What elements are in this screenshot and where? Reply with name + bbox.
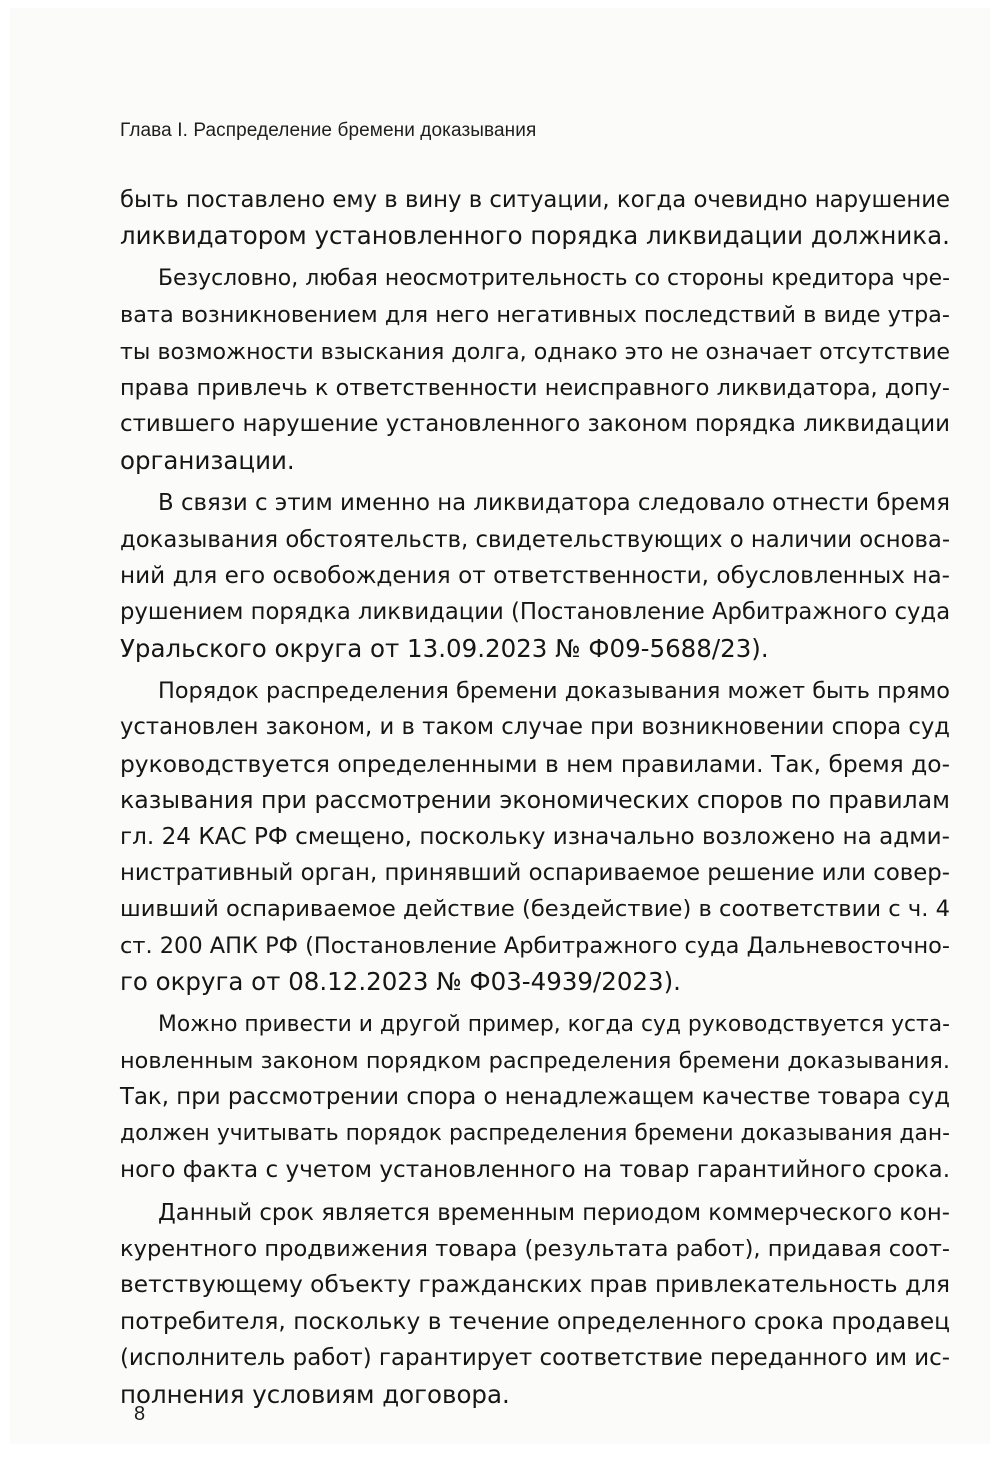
text-line: гл. 24 КАС РФ смещено, поскольку изначально возложено на адми- — [120, 823, 950, 850]
text-line: вата возникновением для него негативных последствий в виде утра- — [120, 302, 950, 329]
paragraph — [120, 182, 950, 255]
text-line: новленным законом порядком распределения бремени доказывания. — [120, 1047, 950, 1074]
text-line: курентного продвижения товара (результата работ), придавая соот- — [120, 1235, 950, 1262]
text-line: полнения условиям договора. — [120, 1379, 510, 1409]
page-number: 8 — [134, 1403, 146, 1425]
body-text — [120, 182, 950, 1413]
text-line: В связи с этим именно на ликвидатора следовало отнести бремя — [158, 490, 950, 517]
running-head: Глава I. Распределение бремени доказывания — [120, 120, 537, 141]
text-line: ликвидатором установленного порядка ликвидации должника. — [120, 221, 950, 251]
text-line: Можно привести и другой пример, когда суд руководствуется уста- — [158, 1011, 950, 1037]
text-line: ветствующему объекту гражданских прав привлекательность для — [120, 1271, 950, 1299]
text-line: права привлечь к ответственности неисправного ликвидатора, допу- — [120, 374, 950, 401]
paragraph — [120, 485, 950, 667]
text-line: ст. 200 АПК РФ (Постановление Арбитражного суда Дальневосточно- — [120, 932, 951, 959]
text-line: руководствуется определенными в нем правилами. Так, бремя до- — [120, 749, 950, 778]
text-line: ного факта с учетом установленного на товар гарантийного срока. — [120, 1157, 951, 1184]
text-line: го округа от 08.12.2023 № Ф03-4939/2023). — [120, 967, 681, 997]
text-line: быть поставлено ему в вину в ситуации, когда очевидно нарушение — [120, 187, 950, 213]
text-line: рушением порядка ликвидации (Постановление Арбитражного суда — [120, 599, 951, 626]
text-line: Так, при рассмотрении спора о ненадлежащем качестве товара суд — [120, 1084, 950, 1111]
paragraph — [120, 673, 950, 1001]
text-line: нистративный орган, принявший оспариваемое решение или совер- — [120, 860, 950, 887]
paragraph — [120, 1007, 950, 1189]
book-page — [10, 8, 990, 1444]
text-line: потребителя, поскольку в течение определенного срока продавец — [120, 1307, 950, 1335]
text-line: Данный срок является временным периодом коммерческого кон- — [158, 1199, 950, 1226]
text-line: ний для его освобождения от ответственности, обусловленных на- — [120, 562, 950, 589]
text-line: казывания при рассмотрении экономических споров по правилам — [120, 786, 950, 815]
text-line: Уральского округа от 13.09.2023 № Ф09-5688/23). — [120, 633, 769, 663]
text-line: стившего нарушение установленного законом порядка ликвидации — [120, 411, 950, 438]
text-line: должен учитывать порядок распределения бремени доказывания дан- — [120, 1120, 950, 1146]
text-line: Порядок распределения бремени доказывания может быть прямо — [158, 678, 950, 705]
text-line: установлен законом, и в таком случае при возникновении спора суд — [120, 714, 950, 741]
text-line: организации. — [120, 445, 295, 475]
text-line: Безусловно, любая неосмотрительность со стороны кредитора чре- — [158, 265, 950, 291]
text-line: шивший оспариваемое действие (бездействие) в соответствии с ч. 4 — [120, 896, 950, 923]
text-line: (исполнитель работ) гарантирует соответствие переданного им ис- — [120, 1345, 950, 1372]
paragraph — [120, 261, 950, 479]
text-line: доказывания обстоятельств, свидетельствующих о наличии основа- — [120, 526, 951, 553]
paragraph — [120, 1195, 950, 1413]
text-line: ты возможности взыскания долга, однако это не означает отсутствие — [120, 338, 950, 365]
